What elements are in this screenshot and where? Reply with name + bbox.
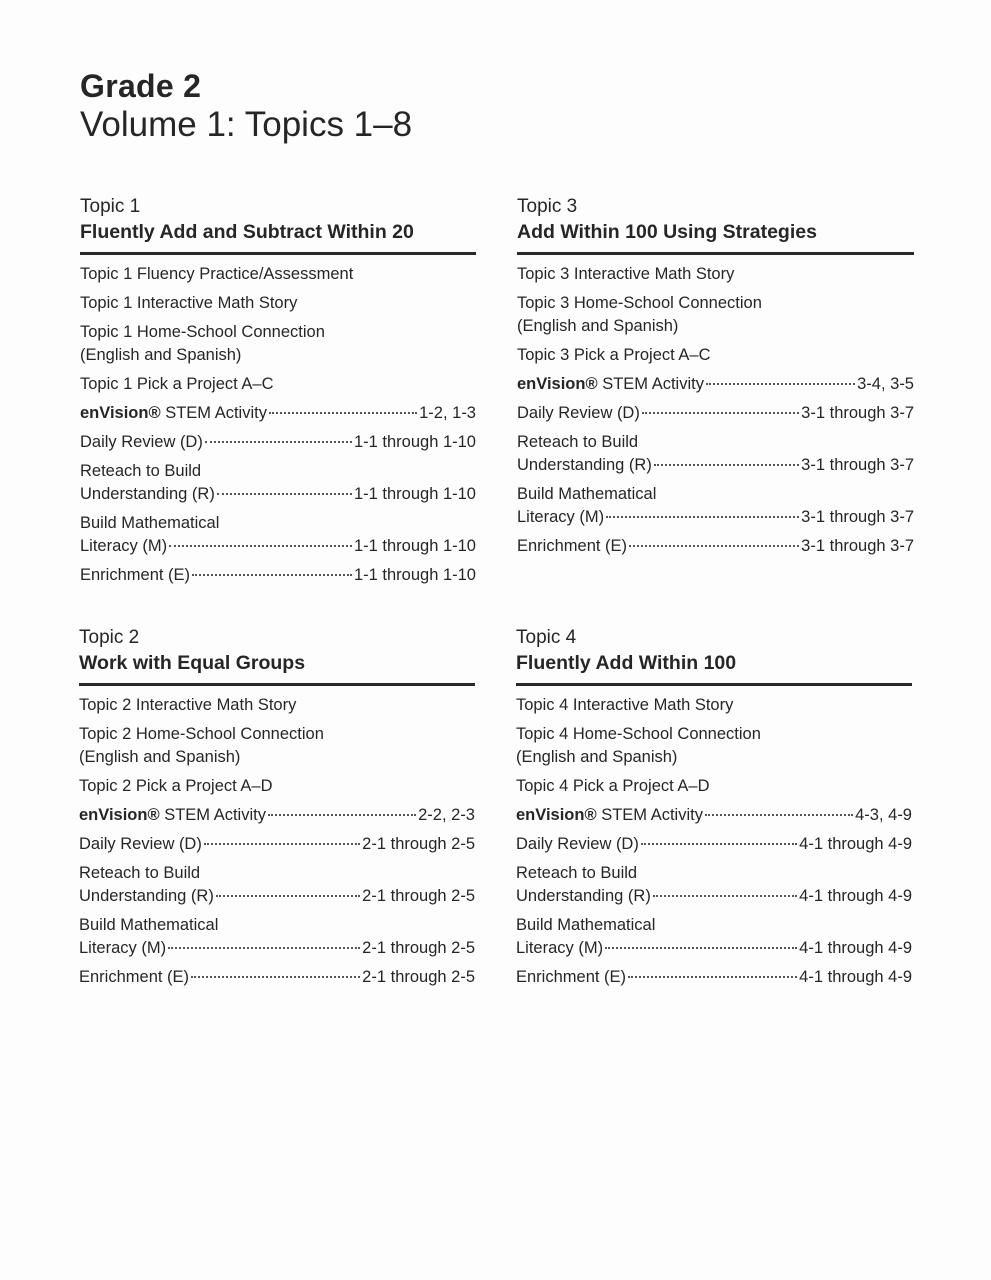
item-text: Topic 2 Home-School Connection [79, 725, 324, 743]
dot-leader [217, 493, 352, 495]
list-item [517, 292, 914, 338]
dot-leader [606, 516, 799, 518]
list-item [516, 723, 912, 769]
item-label-text: Daily Review (D) [517, 404, 640, 422]
list-item [516, 804, 912, 827]
list-item [80, 512, 476, 558]
dot-leader [706, 383, 855, 385]
topic-4-section [516, 626, 912, 989]
list-item [80, 373, 476, 396]
item-label-text: Enrichment (E) [516, 968, 627, 986]
item-label [517, 402, 640, 425]
item-text: Reteach to Build [517, 433, 639, 451]
list-item [80, 263, 476, 286]
list-item [516, 914, 912, 960]
list-item [79, 833, 475, 856]
topic-title: Fluently Add Within 100 [516, 652, 737, 674]
item-label [79, 937, 166, 960]
item-leader-line [80, 483, 476, 506]
page-reference: 3-1 through 3-7 [801, 537, 914, 555]
item-label-text: Literacy (M) [79, 939, 167, 957]
item-label [80, 431, 203, 454]
item-label [79, 885, 214, 908]
item-label [80, 483, 215, 506]
list-item [80, 402, 476, 425]
page-reference: 1-1 through 1-10 [353, 566, 476, 584]
item-leader-line [517, 373, 914, 396]
item-text: Topic 3 Home-School Connection [517, 294, 762, 312]
brand-name: enVision® [79, 806, 160, 824]
item-leader-line [80, 535, 476, 558]
list-item [517, 373, 914, 396]
topic-3-section [517, 195, 914, 558]
item-leader-line [516, 937, 912, 960]
item-text: Topic 4 Pick a Project A–D [516, 777, 710, 795]
page-reference: 4-1 through 4-9 [799, 835, 912, 853]
dot-leader [705, 814, 853, 816]
list-item [80, 564, 476, 587]
page-reference: 1-1 through 1-10 [353, 485, 476, 503]
dot-leader [653, 895, 797, 897]
item-label [80, 535, 167, 558]
item-label [79, 966, 189, 989]
item-label [80, 402, 267, 425]
topic-2-section [79, 626, 475, 989]
item-text: Reteach to Build [80, 462, 202, 480]
item-label-text: STEM Activity [596, 806, 703, 824]
dot-leader [204, 843, 360, 845]
item-label-text: Understanding (R) [516, 887, 651, 905]
brand-name: enVision® [516, 806, 597, 824]
topic-1-section [80, 195, 476, 587]
item-leader-line [516, 833, 912, 856]
dot-leader [191, 976, 360, 978]
item-leader-line [516, 804, 912, 827]
item-leader-line [517, 535, 914, 558]
dot-leader [642, 412, 799, 414]
item-label-text: STEM Activity [159, 806, 266, 824]
page-reference: 1-1 through 1-10 [353, 537, 476, 555]
topic-title: Add Within 100 Using Strategies [517, 221, 817, 243]
item-text: Topic 4 Home-School Connection [516, 725, 761, 743]
item-leader-line [79, 885, 475, 908]
list-item [80, 292, 476, 315]
dot-leader [269, 412, 417, 414]
item-text: Build Mathematical [80, 514, 220, 532]
item-text: Topic 4 Interactive Math Story [516, 696, 734, 714]
item-label [516, 937, 603, 960]
item-label [517, 535, 627, 558]
page-reference: 2-2, 2-3 [418, 806, 475, 824]
dot-leader [628, 976, 797, 978]
title-rule [517, 252, 914, 255]
item-leader-line [80, 564, 476, 587]
list-item [516, 775, 912, 798]
page-reference: 3-4, 3-5 [857, 375, 914, 393]
list-item [516, 833, 912, 856]
list-item [80, 321, 476, 367]
item-label [516, 966, 626, 989]
item-text: Topic 1 Home-School Connection [80, 323, 325, 341]
brand-name: enVision® [517, 375, 598, 393]
topic-title: Fluently Add and Subtract Within 20 [80, 221, 414, 243]
item-label-text: Understanding (R) [80, 485, 215, 503]
page-reference: 3-1 through 3-7 [801, 404, 914, 422]
item-text: Build Mathematical [517, 485, 657, 503]
dot-leader [168, 947, 360, 949]
list-item [516, 966, 912, 989]
grade-heading: Grade 2 [80, 68, 202, 104]
topic-number: Topic 1 [80, 196, 141, 217]
item-text: Topic 2 Pick a Project A–D [79, 777, 273, 795]
dot-leader [605, 947, 797, 949]
item-text: Topic 3 Pick a Project A–C [517, 346, 711, 364]
item-leader-line [517, 402, 914, 425]
page-reference: 4-1 through 4-9 [799, 887, 912, 905]
list-item [80, 431, 476, 454]
list-item [517, 535, 914, 558]
dot-leader [629, 545, 799, 547]
item-label-text: Daily Review (D) [79, 835, 202, 853]
page-reference: 4-1 through 4-9 [799, 939, 912, 957]
item-label-text: STEM Activity [597, 375, 704, 393]
page-reference: 1-1 through 1-10 [353, 433, 476, 451]
item-label-text: Literacy (M) [516, 939, 604, 957]
item-label [517, 454, 652, 477]
list-item [517, 483, 914, 529]
topic-number: Topic 3 [517, 196, 578, 217]
item-text: Reteach to Build [516, 864, 638, 882]
item-text-line2: (English and Spanish) [516, 748, 678, 766]
topic-number: Topic 4 [516, 627, 577, 648]
topic-title: Work with Equal Groups [79, 652, 306, 674]
page-reference: 4-1 through 4-9 [799, 968, 912, 986]
item-label-text: Understanding (R) [517, 456, 652, 474]
item-label-text: Daily Review (D) [80, 433, 203, 451]
title-rule [79, 683, 475, 686]
item-leader-line [516, 885, 912, 908]
list-item [79, 862, 475, 908]
item-leader-line [79, 804, 475, 827]
dot-leader [654, 464, 799, 466]
list-item [517, 431, 914, 477]
item-label-text: STEM Activity [160, 404, 267, 422]
item-label-text: Daily Review (D) [516, 835, 639, 853]
item-leader-line [516, 966, 912, 989]
list-item [517, 344, 914, 367]
item-text: Topic 1 Fluency Practice/Assessment [80, 265, 354, 283]
list-item [79, 723, 475, 769]
item-label-text: Enrichment (E) [517, 537, 628, 555]
item-label-text: Enrichment (E) [79, 968, 190, 986]
list-item [79, 914, 475, 960]
dot-leader [641, 843, 797, 845]
item-label [516, 885, 651, 908]
item-leader-line [517, 506, 914, 529]
item-text: Reteach to Build [79, 864, 201, 882]
item-text: Topic 3 Interactive Math Story [517, 265, 735, 283]
topic-number: Topic 2 [79, 627, 140, 648]
item-text-line2: (English and Spanish) [517, 317, 679, 335]
dot-leader [216, 895, 360, 897]
list-item [517, 402, 914, 425]
dot-leader [192, 574, 352, 576]
page-reference: 3-1 through 3-7 [801, 456, 914, 474]
item-text: Build Mathematical [516, 916, 656, 934]
dot-leader [169, 545, 352, 547]
page-reference: 2-1 through 2-5 [362, 968, 475, 986]
item-text: Topic 1 Interactive Math Story [80, 294, 298, 312]
item-label [79, 804, 266, 827]
item-text: Build Mathematical [79, 916, 219, 934]
list-item [516, 694, 912, 717]
item-label-text: Understanding (R) [79, 887, 214, 905]
item-label-text: Literacy (M) [517, 508, 605, 526]
item-label [517, 506, 604, 529]
list-item [79, 966, 475, 989]
item-label [79, 833, 202, 856]
page-reference: 1-2, 1-3 [419, 404, 476, 422]
page-reference: 3-1 through 3-7 [801, 508, 914, 526]
item-label-text: Literacy (M) [80, 537, 168, 555]
item-text-line2: (English and Spanish) [79, 748, 241, 766]
title-rule [516, 683, 912, 686]
brand-name: enVision® [80, 404, 161, 422]
list-item [79, 694, 475, 717]
item-label [80, 564, 190, 587]
item-leader-line [80, 402, 476, 425]
list-item [517, 263, 914, 286]
item-text: Topic 2 Interactive Math Story [79, 696, 297, 714]
item-leader-line [79, 937, 475, 960]
list-item [79, 804, 475, 827]
item-text-line2: (English and Spanish) [80, 346, 242, 364]
title-rule [80, 252, 476, 255]
dot-leader [205, 441, 352, 443]
item-label [516, 833, 639, 856]
page-reference: 2-1 through 2-5 [362, 835, 475, 853]
item-leader-line [79, 833, 475, 856]
item-leader-line [79, 966, 475, 989]
item-label [517, 373, 704, 396]
list-item [79, 775, 475, 798]
item-leader-line [517, 454, 914, 477]
item-text: Topic 1 Pick a Project A–C [80, 375, 274, 393]
dot-leader [268, 814, 416, 816]
item-leader-line [80, 431, 476, 454]
list-item [516, 862, 912, 908]
list-item [80, 460, 476, 506]
page-reference: 2-1 through 2-5 [362, 939, 475, 957]
page-reference: 2-1 through 2-5 [362, 887, 475, 905]
item-label [516, 804, 703, 827]
page-reference: 4-3, 4-9 [855, 806, 912, 824]
volume-heading: Volume 1: Topics 1–8 [80, 105, 413, 144]
item-label-text: Enrichment (E) [80, 566, 191, 584]
